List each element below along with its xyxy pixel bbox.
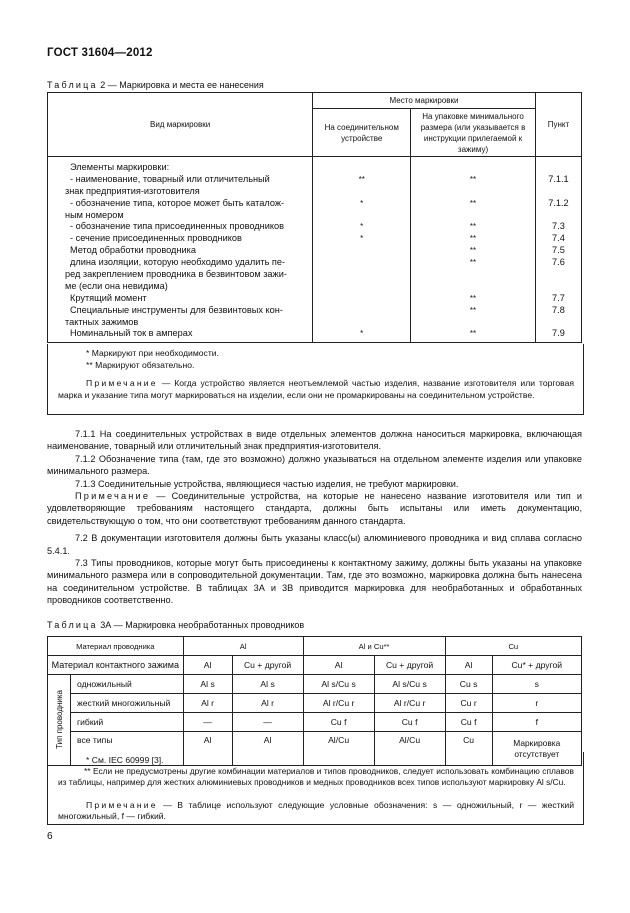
table2 (47, 92, 582, 343)
table3a-caption-text: 3А — Маркировка необработанных проводников (97, 620, 305, 630)
table2-package-mark: ** (469, 198, 477, 208)
table2-package-mark: ** (469, 234, 477, 244)
table2-footnote: * Маркируют при необходимости. (86, 348, 219, 358)
table2-footnote: ** Маркируют обязательно. (86, 360, 195, 370)
table2-clause: 7.6 (552, 257, 565, 268)
table3a-cell: Al/Cu (374, 732, 445, 766)
table3a-head-cu: Cu (445, 637, 581, 656)
table2-package-mark (411, 317, 535, 329)
table2-package-mark: ** (469, 305, 477, 315)
table2-package-mark: ** (469, 293, 477, 303)
table3a-cell: Cu f (374, 713, 445, 732)
table3a-head-alcu: Al и Cu** (303, 637, 445, 656)
table2-device-mark (313, 293, 410, 305)
table2-package-mark: ** (469, 222, 477, 232)
table3a-cell: Al r/Cu r (374, 694, 445, 713)
table3a-caption (47, 620, 304, 630)
table2-row-text: - сечение присоединенных проводников (70, 233, 242, 244)
table3a-cell: f (492, 713, 581, 732)
paragraph-7-2: 7.2 В документации изготовителя должны быть указаны класс(ы) алюминиевого проводника и вид сплава согласно 5.4.1. (47, 533, 582, 556)
table2-note (58, 378, 574, 401)
table2-note-text: — Когда устройство является неотъемлемой частью изделия, название изготовителя или торговая марка и указание типа могут маркироваться на изделии, если они не промаркированы на соединительном устройстве. (58, 378, 574, 400)
table2-row-text: Элементы маркировки: (70, 162, 170, 172)
table3a-cell: — (232, 713, 303, 732)
table2-row-text: ме (если она невидима) (65, 280, 168, 291)
table2-device-mark: * (360, 329, 364, 339)
table3a-contact-cell: Cu + другой (232, 656, 303, 675)
page-number: 6 (47, 831, 53, 842)
table3a-cell: Al s (183, 675, 232, 694)
paragraph-7-1-3: 7.1.3 Соединительные устройства, являющиеся частью изделия, не требуют маркировки. (75, 478, 459, 489)
table3a-note-text: — В таблице используют следующие условные обозначения: s — одножильный, r — жесткий многожильный, f — гибкий. (58, 800, 574, 821)
table2-row-text: Метод обработки проводника (70, 245, 196, 256)
table2-col-package: На упаковке минимального размера (или указывается в инструкции прилегаемой к зажиму) (411, 109, 536, 157)
table2-package-mark (411, 281, 535, 293)
table2-row-text: знак предприятия-изготовителя (65, 185, 200, 196)
table3a-cell: Al (183, 732, 232, 766)
table2-clause: 7.5 (552, 245, 565, 256)
table3a-type-name: все типы (71, 732, 184, 766)
table3a-cell: r (492, 694, 581, 713)
table2-clause (536, 269, 581, 281)
table2-device-cell (313, 157, 411, 343)
table3a-side-label: Тип проводника (54, 689, 64, 749)
table2-package-cell (411, 157, 536, 343)
table2-package-mark (411, 162, 535, 174)
table2-clause: 7.1.2 (548, 197, 569, 208)
table3a-contact-label: Материал контактного зажима (48, 656, 184, 675)
table3a-note (58, 800, 574, 822)
table2-package-mark: ** (469, 258, 477, 268)
table2-col-clause: Пункт (535, 93, 581, 157)
table2-device-mark (313, 281, 410, 293)
table3a-cell: Al r (232, 694, 303, 713)
paragraph-note-label: Примечание (75, 491, 151, 502)
table2-device-mark (313, 162, 410, 174)
table2-device-mark (313, 186, 410, 198)
table2-device-mark (313, 305, 410, 317)
table2-device-mark: ** (358, 174, 365, 184)
table2-kind-cell (48, 157, 313, 343)
table2-device-mark (313, 317, 410, 329)
table2-clause (536, 317, 581, 329)
table3a-type-name: одножильный (71, 675, 184, 694)
table2-clause (536, 186, 581, 198)
table2-clause-cell (535, 157, 581, 343)
table3a-cell: Маркировка отсутствует (492, 732, 581, 766)
table3a-type-name: гибкий (71, 713, 184, 732)
table2-package-mark (411, 186, 535, 198)
table2-col-device: На соединительном устройстве (313, 109, 411, 157)
table2-row-text: - обозначение типа присоединенных проводников (70, 221, 284, 232)
table2-device-mark: * (360, 222, 364, 232)
table2-device-mark: * (360, 198, 364, 208)
table2-clause: 7.8 (552, 304, 565, 315)
table2-col-kind: Вид маркировки (48, 93, 313, 157)
table3a-cell: Al s/Cu s (374, 675, 445, 694)
table2-device-mark (313, 210, 410, 222)
table3a-contact-cell: Al (445, 656, 492, 675)
body-text (47, 428, 582, 607)
table2-caption (47, 80, 264, 90)
table2-package-mark: ** (469, 174, 477, 184)
table2-clause: 7.4 (552, 233, 565, 244)
table2-row-text: Номинальный ток в амперах (70, 328, 193, 339)
table3a-cell: — (183, 713, 232, 732)
paragraph-7-1-1: 7.1.1 На соединительных устройствах в виде отдельных элементов должна наноситься маркировка, включающая наименование, товарный или отличительный знак предприятия-изготовителя. (47, 429, 582, 452)
table2-package-mark: ** (469, 246, 477, 256)
table2-clause: 7.1.1 (548, 173, 569, 184)
table2-row-text: ным номером (65, 209, 124, 220)
table3a-cell: Cu f (445, 713, 492, 732)
table2-package-mark (411, 210, 535, 222)
table2-device-mark: * (360, 234, 364, 244)
table3a-cell: Al r (183, 694, 232, 713)
table3a-cell: Cu r (445, 694, 492, 713)
table3a (47, 636, 582, 766)
table3a-type-name: жесткий многожильный (71, 694, 184, 713)
table2-row-text: Крутящий момент (70, 292, 147, 303)
table2-notes (47, 344, 584, 415)
table3a-caption-label: Таблица (47, 620, 98, 630)
table2-row-text: - наименование, товарный или отличительный (70, 173, 270, 184)
table3a-cell: Al s/Cu s (303, 675, 374, 694)
table2-device-mark (313, 245, 410, 257)
table3a-contact-cell: Cu* + другой (492, 656, 581, 675)
table3a-contact-cell: Al (303, 656, 374, 675)
table3a-cell: Al s (232, 675, 303, 694)
table2-row-text: тактных зажимов (65, 316, 139, 327)
table2-clause (536, 210, 581, 222)
document-header: ГОСТ 31604—2012 (47, 47, 153, 59)
paragraph-note (47, 490, 582, 527)
table2-note-label: Примечание (86, 378, 158, 388)
table3a-head-al: Al (183, 637, 303, 656)
table2-clause: 7.3 (552, 221, 565, 232)
table3a-contact-cell: Al (183, 656, 232, 675)
table3a-cell: Al r/Cu r (303, 694, 374, 713)
table2-device-mark (313, 269, 410, 281)
paragraph-7-3: 7.3 Типы проводников, которые могут быть присоединены к контактному зажиму, должны быть указаны на упаковке минимального размера или в сопроводительной документации. Там, где это возможно, маркировка должна быть нанесена на соединительном устройстве. В таблицах 3А и 3В приводится маркировка для необработанных и обработанных проводников соответственно. (47, 558, 582, 606)
table2-row-text: ред закреплением проводника в безвинтовом зажи- (65, 269, 287, 280)
table2-caption-text: 2 — Маркировка и места ее нанесения (97, 80, 264, 90)
table3a-cell: Cu (445, 732, 492, 766)
table2-clause: 7.9 (552, 328, 565, 339)
table3a-cell: Al (232, 732, 303, 766)
table2-row-text: длина изоляции, которую необходимо удалить пе- (70, 257, 286, 268)
paragraph-7-1-2: 7.1.2 Обозначение типа (там, где это возможно) должно указываться на отдельном элементе изделия или упаковке минимального размера. (47, 453, 582, 477)
paragraph-note-text: — Соединительные устройства, на которые не нанесено название изготовителя или тип и удовлетворяющие требованиям настоящего стандарта, должны быть испытаны или иметь документацию, свидетельствующую о том, что они соответствуют требованиям данного стандарта. (47, 491, 582, 526)
table3a-contact-cell: Cu + другой (374, 656, 445, 675)
table2-clause: 7.7 (552, 292, 565, 303)
table3a-cell: Al/Cu (303, 732, 374, 766)
table3a-cell: Cu s (445, 675, 492, 694)
table3a-note-label: Примечание (86, 800, 158, 810)
table2-package-mark: ** (469, 329, 477, 339)
table2-clause (536, 162, 581, 174)
table2-clause (536, 281, 581, 293)
table3a-footnote: * См. IEC 60999 [3]. (86, 755, 164, 765)
table3a-notes (47, 752, 584, 825)
table2-row-text: - обозначение типа, которое может быть каталож- (70, 197, 285, 208)
table3a-head-material: Материал проводника (48, 637, 184, 656)
table3a-footnote: ** Если не предусмотрены другие комбинации материалов и типов проводников, следует использовать комбинацию сплавов из таблицы, например для жестких алюминиевых проводников и медных проводников всех типов используют маркировку Al s/Cu. (58, 766, 574, 787)
table2-caption-label: Таблица (47, 80, 98, 90)
table2-row-text: Специальные инструменты для безвинтовых кон- (70, 304, 283, 315)
table3a-cell: Cu f (303, 713, 374, 732)
table2-col-place: Место маркировки (313, 93, 536, 109)
table3a-cell: s (492, 675, 581, 694)
table2-device-mark (313, 257, 410, 269)
table2-package-mark (411, 269, 535, 281)
